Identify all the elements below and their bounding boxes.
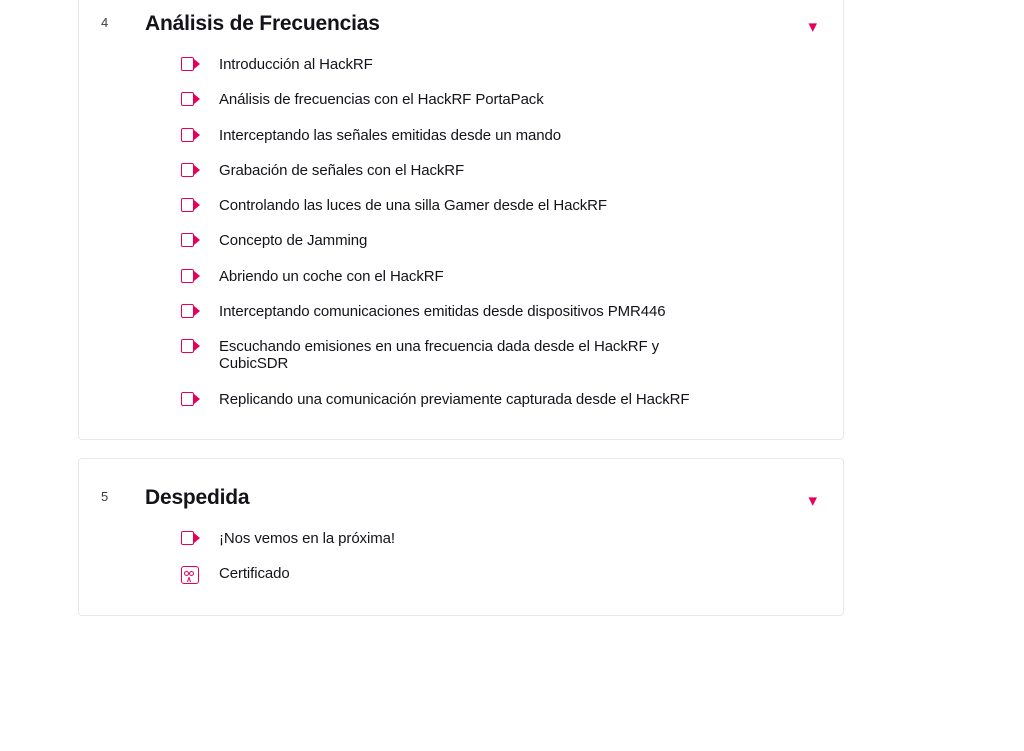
list-item[interactable] [79, 329, 843, 382]
lesson-title: Escuchando emisiones en una frecuencia dada desde el HackRF y CubicSDR [219, 338, 659, 373]
list-item[interactable] [79, 556, 843, 593]
chevron-down-icon[interactable]: ▾ [808, 17, 817, 36]
list-item[interactable] [79, 82, 843, 117]
list-item[interactable] [79, 188, 843, 223]
list-item[interactable] [79, 382, 843, 417]
list-item[interactable] [79, 294, 843, 329]
lesson-title: Certificado [219, 565, 290, 582]
list-item[interactable] [79, 223, 843, 258]
section-number: 5 [101, 488, 109, 504]
section-number: 4 [101, 15, 109, 30]
video-icon [101, 91, 219, 106]
course-curriculum [78, 0, 844, 634]
lesson-title: Grabación de señales con el HackRF [219, 161, 465, 179]
video-icon [101, 303, 219, 318]
section-title: Análisis de Frecuencias [145, 12, 380, 35]
certificate-icon [101, 565, 219, 584]
chevron-down-icon[interactable]: ▾ [808, 490, 817, 510]
lesson-title: Replicando una comunicación previamente capturada desde el HackRF [219, 390, 690, 408]
section-title: Despedida [145, 485, 250, 509]
lesson-title: Abriendo un coche con el HackRF [219, 267, 444, 285]
section-header[interactable] [79, 0, 843, 47]
lesson-title: Controlando las luces de una silla Gamer desde el HackRF [219, 197, 607, 214]
curriculum-section [78, 0, 844, 440]
video-icon [101, 530, 219, 545]
video-icon [101, 127, 219, 142]
video-icon [101, 232, 219, 247]
lesson-title: Interceptando comunicaciones emitidas desde dispositivos PMR446 [219, 302, 666, 320]
lesson-title: Análisis de frecuencias con el HackRF PortaPack [219, 91, 544, 109]
list-item[interactable] [79, 153, 843, 188]
curriculum-section [78, 458, 844, 616]
list-item[interactable] [79, 259, 843, 294]
video-icon [101, 56, 219, 71]
video-icon [101, 338, 219, 353]
list-item[interactable] [79, 521, 843, 556]
lesson-title: Introducción al HackRF [219, 56, 373, 73]
lesson-title: Interceptando las señales emitidas desde un mando [219, 126, 561, 144]
lesson-title: ¡Nos vemos en la próxima! [219, 529, 395, 547]
video-icon [101, 162, 219, 177]
video-icon [101, 268, 219, 283]
list-item[interactable] [79, 118, 843, 153]
list-item[interactable] [79, 47, 843, 82]
section-header[interactable] [79, 459, 843, 521]
lesson-list [79, 47, 843, 417]
video-icon [101, 391, 219, 406]
video-icon [101, 197, 219, 212]
lesson-list [79, 521, 843, 593]
lesson-title: Concepto de Jamming [219, 232, 368, 250]
